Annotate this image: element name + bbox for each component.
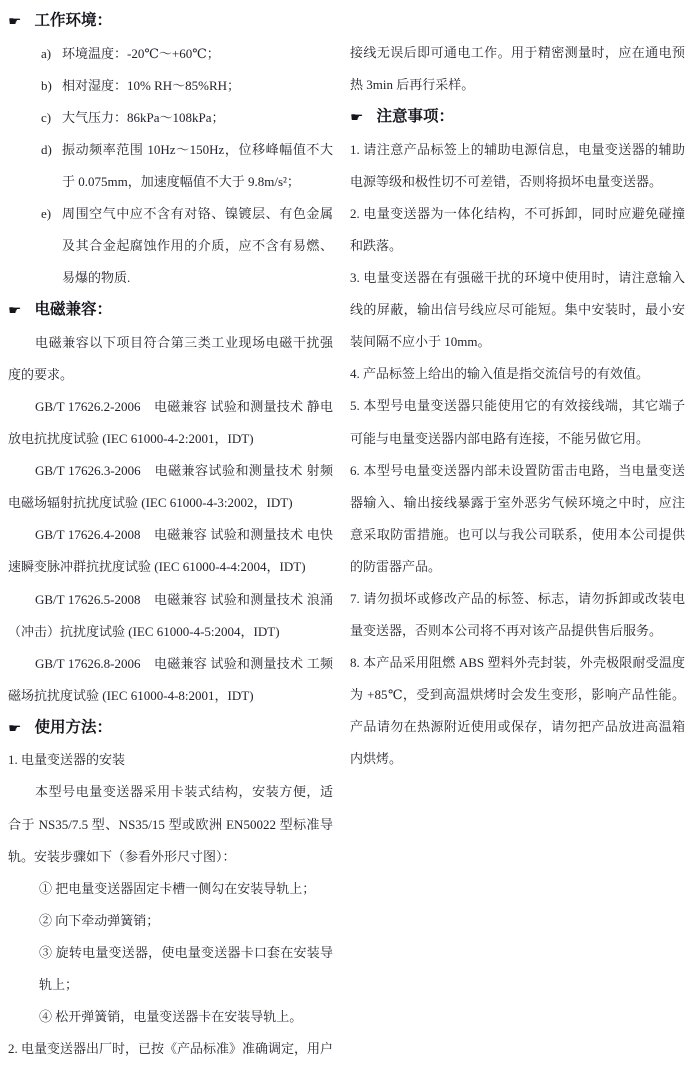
list-item-text: 大气压力：86kPa～108kPa； <box>62 109 225 125</box>
emc-standard-4: GB/T 17626.5-2008 电磁兼容 试验和测量技术 浪涌（冲击）抗扰度试验 (IEC 61000-4-5:2004，IDT) <box>8 591 333 639</box>
section-heading-usage <box>8 712 333 745</box>
section-heading-text: 注意事项： <box>376 108 454 126</box>
usage-item-2: 2. 电量变送器出厂时，已按《产品标准》准确调定，用户 <box>8 1041 334 1057</box>
section-heading-text: 电磁兼容： <box>34 301 112 319</box>
section-heading-work-environment <box>8 5 333 38</box>
section-heading-text: 使用方法： <box>34 718 112 736</box>
note-item-2: 2. 电量变送器为一体化结构，不可拆卸，同时应避免碰撞和跌落。 <box>350 205 685 253</box>
work-env-item-b <box>8 70 333 102</box>
section-heading-text: 工作环境： <box>34 12 112 29</box>
list-item-text: 环境温度：-20℃～+60℃； <box>62 45 220 61</box>
note-item-7: 7. 请勿损坏或修改产品的标签、标志，请勿拆卸或改装电量变送器，否则本公司将不再对该产品提供售后服务。 <box>350 591 685 639</box>
note-item-3: 3. 电量变送器在有强磁干扰的环境中使用时，请注意输入线的屏蔽，输出信号线应尽可能短。集中安装时，最小安装间隔不应小于 10mm。 <box>350 270 685 350</box>
usage-continuation-paragraph: 接线无误后即可通电工作。用于精密测量时，应在通电预热 3min 后再行采样。 <box>350 45 685 93</box>
note-item-8: 8. 本产品采用阻燃 ABS 塑料外壳封装，外壳极限耐受温度为 +85℃，受到高温烘烤时会发生变形，影响产品性能。产品请勿在热源附近使用或保存，请勿把产品放进高温箱内烘烤。 <box>350 655 685 767</box>
list-marker: a) <box>41 45 52 61</box>
pointing-hand-icon: ☛ <box>350 109 364 125</box>
column-gap <box>333 5 350 987</box>
left-column <box>8 5 334 1057</box>
list-item-text: 周围空气中应不含有对铬、镍镀层、有色金属及其合金起腐蚀作用的介质，应不含有易燃、易爆的物质. <box>62 205 333 286</box>
work-env-item-d <box>8 134 333 198</box>
emc-standard-1: GB/T 17626.2-2006 电磁兼容 试验和测量技术 静电放电抗扰度试验 (IEC 61000-4-2:2001，IDT) <box>8 398 333 447</box>
pointing-hand-icon: ☛ <box>8 720 22 736</box>
section-heading-emc <box>8 294 333 327</box>
install-step-4: ④ 松开弹簧销，电量变送器卡在安装导轨上。 <box>39 1009 303 1025</box>
list-marker: e) <box>41 205 52 221</box>
work-env-item-c <box>8 102 333 134</box>
list-marker: b) <box>41 77 52 93</box>
note-item-1: 1. 请注意产品标签上的辅助电源信息，电量变送器的辅助电源等级和极性切不可差错，否则将损坏电量变送器。 <box>350 141 685 189</box>
usage-install-paragraph: 本型号电量变送器采用卡装式结构，安装方便，适合于 NS35/7.5 型、NS35/15 型或欧洲 EN50022 型标准导轨。安装步骤如下（参看外形尺寸图）： <box>8 784 333 864</box>
note-item-6: 6. 本型号电量变送器内部未设置防雷击电路，当电量变送器输入、输出接线暴露于室外恶劣气候环境之中时，应注意采取防雷措施。也可以与我公司联系，使用本公司提供的防雷器产品。 <box>350 462 685 574</box>
note-item-5: 5. 本型号电量变送器只能使用它的有效接线端，其它端子可能与电量变送器内部电路有连接，不能另做它用。 <box>350 398 685 446</box>
emc-standard-3: GB/T 17626.4-2008 电磁兼容 试验和测量技术 电快速瞬变脉冲群抗扰度试验 (IEC 61000-4-4:2004，IDT) <box>8 527 333 575</box>
list-marker: d) <box>41 141 52 157</box>
list-item-text: 振动频率范围 10Hz～150Hz，位移峰幅值不大于 0.075mm，加速度幅值不大于 9.8m/s²； <box>62 141 333 189</box>
usage-item-1: 1. 电量变送器的安装 <box>8 752 126 768</box>
section-heading-notes <box>350 101 685 134</box>
note-item-4: 4. 产品标签上给出的输入值是指交流信号的有效值。 <box>350 366 650 382</box>
install-step-2: ② 向下牵动弹簧销； <box>39 912 160 928</box>
work-env-item-e <box>8 198 333 294</box>
install-step-1: ① 把电量变送器固定卡槽一侧勾在安装导轨上； <box>39 880 316 896</box>
work-env-item-a <box>8 38 333 70</box>
emc-standard-2: GB/T 17626.3-2006 电磁兼容试验和测量技术 射频电磁场辐射抗扰度试验 (IEC 61000-4-3:2002，IDT) <box>8 463 333 511</box>
pointing-hand-icon: ☛ <box>8 302 22 318</box>
right-column <box>350 5 685 987</box>
list-item-text: 相对湿度：10% RH～85%RH； <box>62 77 241 93</box>
list-marker: c) <box>41 109 52 125</box>
install-step-3: ③ 旋转电量变送器，使电量变送器卡口套在安装导轨上； <box>39 944 333 993</box>
emc-standard-5: GB/T 17626.8-2006 电磁兼容 试验和测量技术 工频磁场抗扰度试验 (IEC 61000-4-8:2001，IDT) <box>8 655 333 703</box>
pointing-hand-icon: ☛ <box>8 13 22 29</box>
emc-intro-paragraph: 电磁兼容以下项目符合第三类工业现场电磁干扰强度的要求。 <box>8 334 333 382</box>
